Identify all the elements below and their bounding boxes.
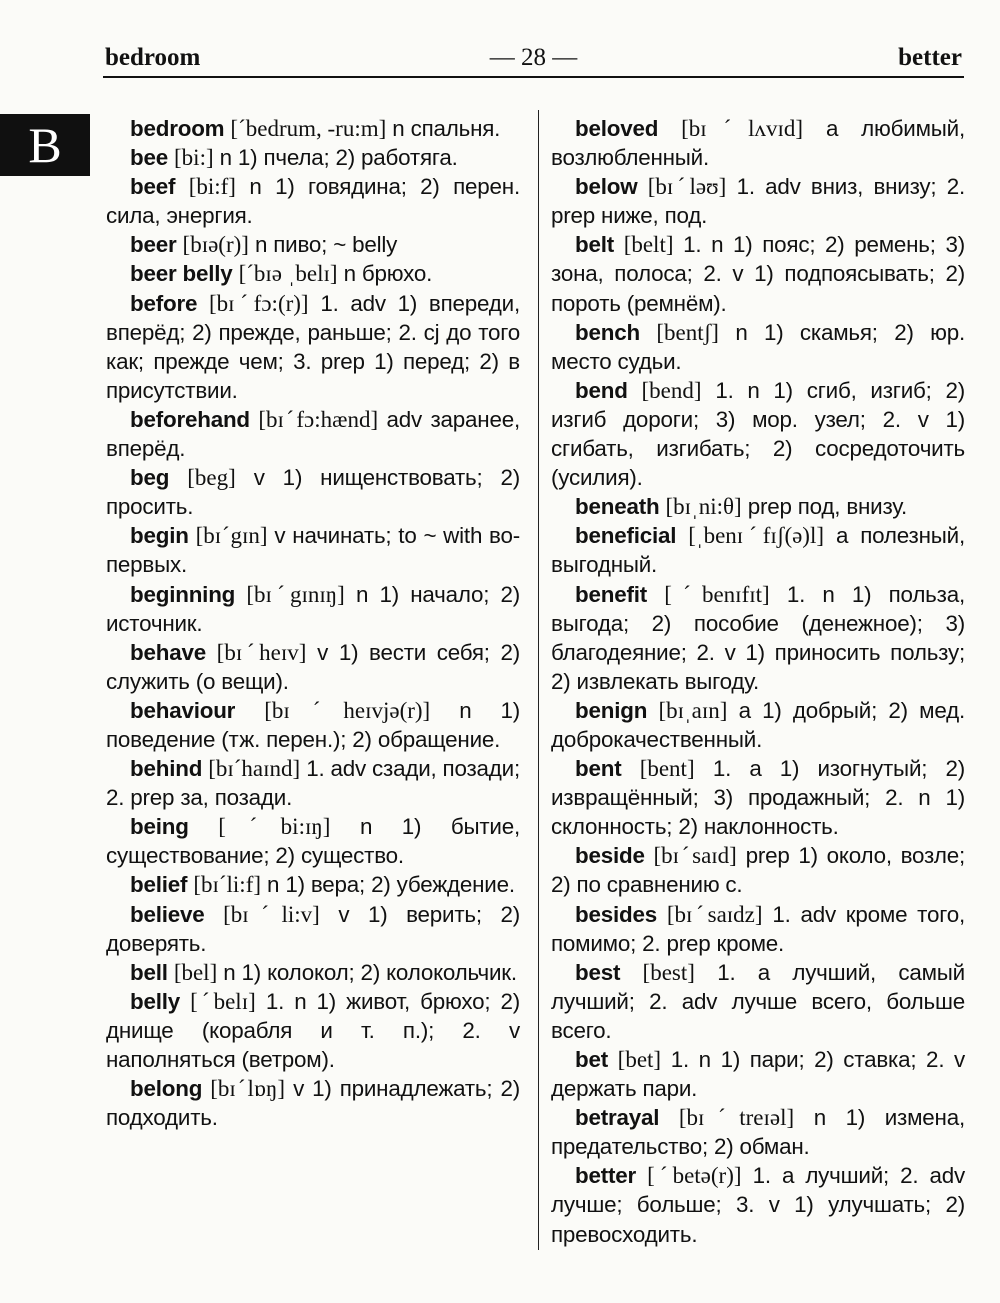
entry-definition: n пиво; ~ belly — [254, 232, 398, 258]
dictionary-entry — [106, 230, 520, 259]
entry-transcription: [bɪˊlʌvɪd] — [681, 116, 804, 141]
dictionary-entry — [106, 114, 520, 143]
entry-headword: bell — [130, 959, 168, 985]
dictionary-entry — [551, 1045, 965, 1103]
entry-transcription: [ˊbelɪ] — [190, 988, 256, 1014]
entry-definition: n 1) вера; 2) убеждение. — [267, 872, 515, 898]
entry-definition: n 1) говядина; 2) перен. сила, энергия. — [106, 174, 520, 229]
entry-transcription: [bɪˊləʊ] — [647, 174, 727, 200]
dictionary-entry — [551, 172, 965, 230]
entry-transcription: [bɪˊsaɪdz] — [666, 901, 763, 927]
dictionary-entry — [106, 696, 520, 754]
dictionary-entry — [106, 521, 520, 579]
entry-headword: beer — [130, 232, 177, 258]
entry-headword: before — [130, 290, 198, 316]
dictionary-entry — [551, 521, 965, 579]
entry-headword: bee — [130, 145, 168, 171]
entry-definition: n 1) пчела; 2) работяга. — [219, 145, 458, 171]
entry-headword: besides — [575, 901, 657, 927]
entry-headword: betrayal — [575, 1105, 660, 1131]
entry-definition: n брюхо. — [343, 261, 433, 287]
entry-definition: a полезный, выгодный. — [551, 523, 965, 578]
entry-definition: n спальня. — [392, 116, 501, 141]
dictionary-entry — [106, 289, 520, 405]
entry-headword: beef — [130, 174, 176, 200]
entry-transcription: [bɪə(r)] — [182, 232, 249, 258]
page-number: — 28 — — [489, 44, 578, 71]
entry-definition: n 1) поведение (тж. перен.); 2) обращение. — [106, 697, 520, 752]
entry-headword: beneath — [575, 494, 660, 520]
entry-definition: 1. adv кроме того, помимо; 2. prep кроме. — [551, 901, 965, 956]
dictionary-entry — [106, 900, 520, 958]
entry-headword: benefit — [575, 581, 647, 607]
entry-definition: 1. n 1) пари; 2) ставка; 2. v держать пари. — [551, 1047, 965, 1102]
dictionary-entry — [106, 870, 520, 899]
dictionary-entry — [106, 143, 520, 172]
entry-definition: a 1) добрый; 2) мед. доброкачественный. — [551, 697, 965, 752]
entry-headword: bend — [575, 377, 628, 403]
dictionary-entry — [106, 405, 520, 463]
entry-headword: beforehand — [130, 406, 250, 432]
entry-transcription: [beg] — [187, 465, 236, 491]
dictionary-entry — [551, 958, 965, 1045]
dictionary-entry — [551, 754, 965, 841]
entry-transcription: [bɪˌaɪn] — [658, 697, 728, 723]
dictionary-entry — [106, 580, 520, 638]
entry-headword: behaviour — [130, 697, 236, 723]
entry-definition: 1. a лучший; 2. adv лучше; больше; 3. v 1) улучшать; 2) превосходить. — [551, 1163, 965, 1247]
dictionary-entry — [106, 638, 520, 696]
entry-transcription: [bel] — [173, 959, 218, 985]
entry-definition: 1. n 1) живот, брюхо; 2) днище (корабля и т. п.); 2. v наполняться (ветром). — [106, 988, 520, 1072]
entry-headword: belly — [130, 988, 181, 1014]
entry-transcription: [bet] — [617, 1047, 662, 1072]
dictionary-entry — [106, 1074, 520, 1132]
entry-headword: behave — [130, 639, 206, 665]
entry-definition: adv заранее, вперёд. — [106, 406, 520, 462]
entry-headword: benign — [575, 697, 648, 723]
entry-headword: behind — [130, 756, 203, 782]
entry-transcription: [bi:f] — [188, 174, 236, 200]
header-first-word: bedroom — [105, 44, 201, 71]
entry-headword: being — [130, 814, 189, 840]
column-divider — [538, 110, 539, 1250]
entry-headword: belief — [130, 872, 188, 898]
entry-transcription: [bɪˌni:θ] — [665, 494, 742, 520]
entry-transcription: [bɪˊgɪn] — [195, 523, 268, 549]
entry-transcription: [bɪˊtreɪəl] — [678, 1105, 795, 1131]
entry-transcription: [best] — [642, 959, 695, 985]
dictionary-entry — [106, 463, 520, 521]
dictionary-entry — [551, 696, 965, 754]
entry-transcription: [bɪˊfɔ:(r)] — [209, 290, 309, 316]
dictionary-entry — [106, 958, 520, 987]
entry-transcription: [ˊbi:ɪŋ] — [218, 814, 331, 840]
entry-headword: belt — [575, 232, 615, 258]
dictionary-entry — [551, 114, 965, 172]
entry-transcription: [ˊbɪə ˌbelɪ] — [238, 261, 338, 287]
entry-headword: beginning — [130, 581, 236, 607]
entry-transcription: [bɪˊlɒŋ] — [210, 1076, 285, 1102]
entry-headword: bench — [575, 319, 640, 345]
entry-definition: n 1) колокол; 2) колокольчик. — [223, 959, 517, 985]
dictionary-entry — [106, 812, 520, 870]
entry-definition: 1. a 1) изогнутый; 2) извращённый; 3) продажный; 2. n 1) склонность; 2) наклонность. — [551, 756, 965, 840]
entry-headword: bedroom — [130, 116, 225, 141]
entry-headword: beer belly — [130, 261, 233, 287]
entry-definition: 1. a лучший, самый лучший; 2. adv лучше всего, больше всего. — [551, 959, 965, 1043]
entry-transcription: [bɪˊgɪnɪŋ] — [246, 581, 345, 607]
entry-definition: a любимый, возлюбленный. — [551, 116, 965, 171]
dictionary-entry — [551, 376, 965, 492]
entry-headword: belong — [130, 1076, 203, 1102]
entry-transcription: [bɪˊsaɪd] — [653, 843, 737, 869]
entry-transcription: [ˊbenɪfɪt] — [664, 581, 770, 607]
entry-definition: 1. adv 1) впереди, вперёд; 2) прежде, раньше; 2. cj до того как; прежде чем; 3. prep 1) перед; 2) в присутствии. — [106, 290, 520, 403]
entry-transcription: [bɪˊhaɪnd] — [208, 756, 301, 782]
dictionary-entry — [106, 754, 520, 812]
entry-transcription: [bɪˊheɪvjə(r)] — [264, 697, 431, 723]
entry-definition: n 1) измена, предательство; 2) обман. — [551, 1105, 965, 1160]
dictionary-entry — [551, 900, 965, 958]
entry-definition: 1. n 1) сгиб, изгиб; 2) изгиб дороги; 3) мор. узел; 2. v 1) сгибать, изгибать; 2) сосредоточить (усилия). — [551, 377, 965, 491]
entry-definition: v 1) нищенствовать; 2) просить. — [106, 465, 520, 520]
letter-thumb-tab: B — [0, 114, 90, 176]
entry-definition: v 1) принадлежать; 2) подходить. — [106, 1076, 520, 1131]
entry-headword: best — [575, 959, 621, 985]
entry-headword: better — [575, 1163, 637, 1189]
entry-definition: prep под, внизу. — [747, 494, 908, 520]
dictionary-entry — [551, 841, 965, 899]
dictionary-entry — [106, 987, 520, 1074]
header-last-word: better — [898, 44, 962, 71]
dictionary-entry — [551, 1161, 965, 1248]
entry-definition: v начинать; to ~ with во-первых. — [106, 523, 521, 578]
entry-headword: beg — [130, 465, 170, 491]
header-rule — [103, 76, 964, 78]
entry-transcription: [bɪˊli:f] — [193, 872, 262, 898]
dictionary-entry — [551, 580, 965, 696]
entry-headword: bet — [575, 1047, 608, 1072]
dictionary-entry — [551, 318, 965, 376]
entry-definition: 1. adv вниз, внизу; 2. prep ниже, под. — [551, 174, 965, 229]
entry-headword: bent — [575, 756, 622, 782]
entry-definition: 1. adv сзади, позади; 2. prep за, позади. — [106, 756, 520, 811]
left-column — [106, 114, 520, 1132]
entry-headword: beside — [575, 843, 645, 869]
entry-definition: v 1) вести себя; 2) служить (о вещи). — [106, 639, 520, 694]
entry-headword: below — [575, 174, 638, 200]
entry-definition: v 1) верить; 2) доверять. — [106, 901, 520, 956]
entry-transcription: [bend] — [641, 377, 702, 403]
entry-definition: n 1) скамья; 2) юр. место судьи. — [551, 319, 965, 374]
entry-definition: prep 1) около, возле; 2) по сравнению с. — [551, 843, 965, 898]
dictionary-entry — [106, 259, 520, 288]
entry-transcription: [bent] — [639, 756, 695, 782]
entry-definition: n 1) бытие, существование; 2) существо. — [106, 814, 520, 869]
entry-headword: beloved — [575, 116, 659, 141]
entry-transcription: [belt] — [623, 232, 674, 258]
entry-definition: n 1) начало; 2) источник. — [106, 581, 520, 636]
entry-transcription: [bɪˊli:v] — [223, 901, 320, 927]
entry-definition: 1. n 1) пояс; 2) ремень; 3) зона, полоса; 2. v 1) подпоясывать; 2) пороть (ремнём). — [551, 232, 965, 316]
entry-headword: begin — [130, 523, 189, 549]
dictionary-entry — [106, 172, 520, 230]
right-column — [551, 114, 965, 1249]
entry-transcription: [ˊbetə(r)] — [647, 1163, 742, 1189]
dictionary-entry — [551, 1103, 965, 1161]
entry-headword: believe — [130, 901, 205, 927]
entry-transcription: [ˌbenɪˊfɪʃ(ə)l] — [688, 523, 825, 549]
dictionary-entry — [551, 492, 965, 521]
entry-transcription: [ˊbedrum, -ru:m] — [230, 116, 387, 141]
entry-transcription: [bɪˊheɪv] — [216, 639, 307, 665]
entry-transcription: [bi:] — [174, 145, 214, 171]
page-header — [105, 44, 962, 74]
entry-transcription: [bɪˊfɔ:hænd] — [258, 406, 379, 432]
entry-transcription: [bentʃ] — [656, 319, 719, 345]
entry-headword: beneficial — [575, 523, 677, 549]
dictionary-entry — [551, 230, 965, 317]
entry-definition: 1. n 1) польза, выгода; 2) пособие (денежное); 3) благодеяние; 2. v 1) приносить пользу; 2) извлекать выгоду. — [551, 581, 965, 694]
